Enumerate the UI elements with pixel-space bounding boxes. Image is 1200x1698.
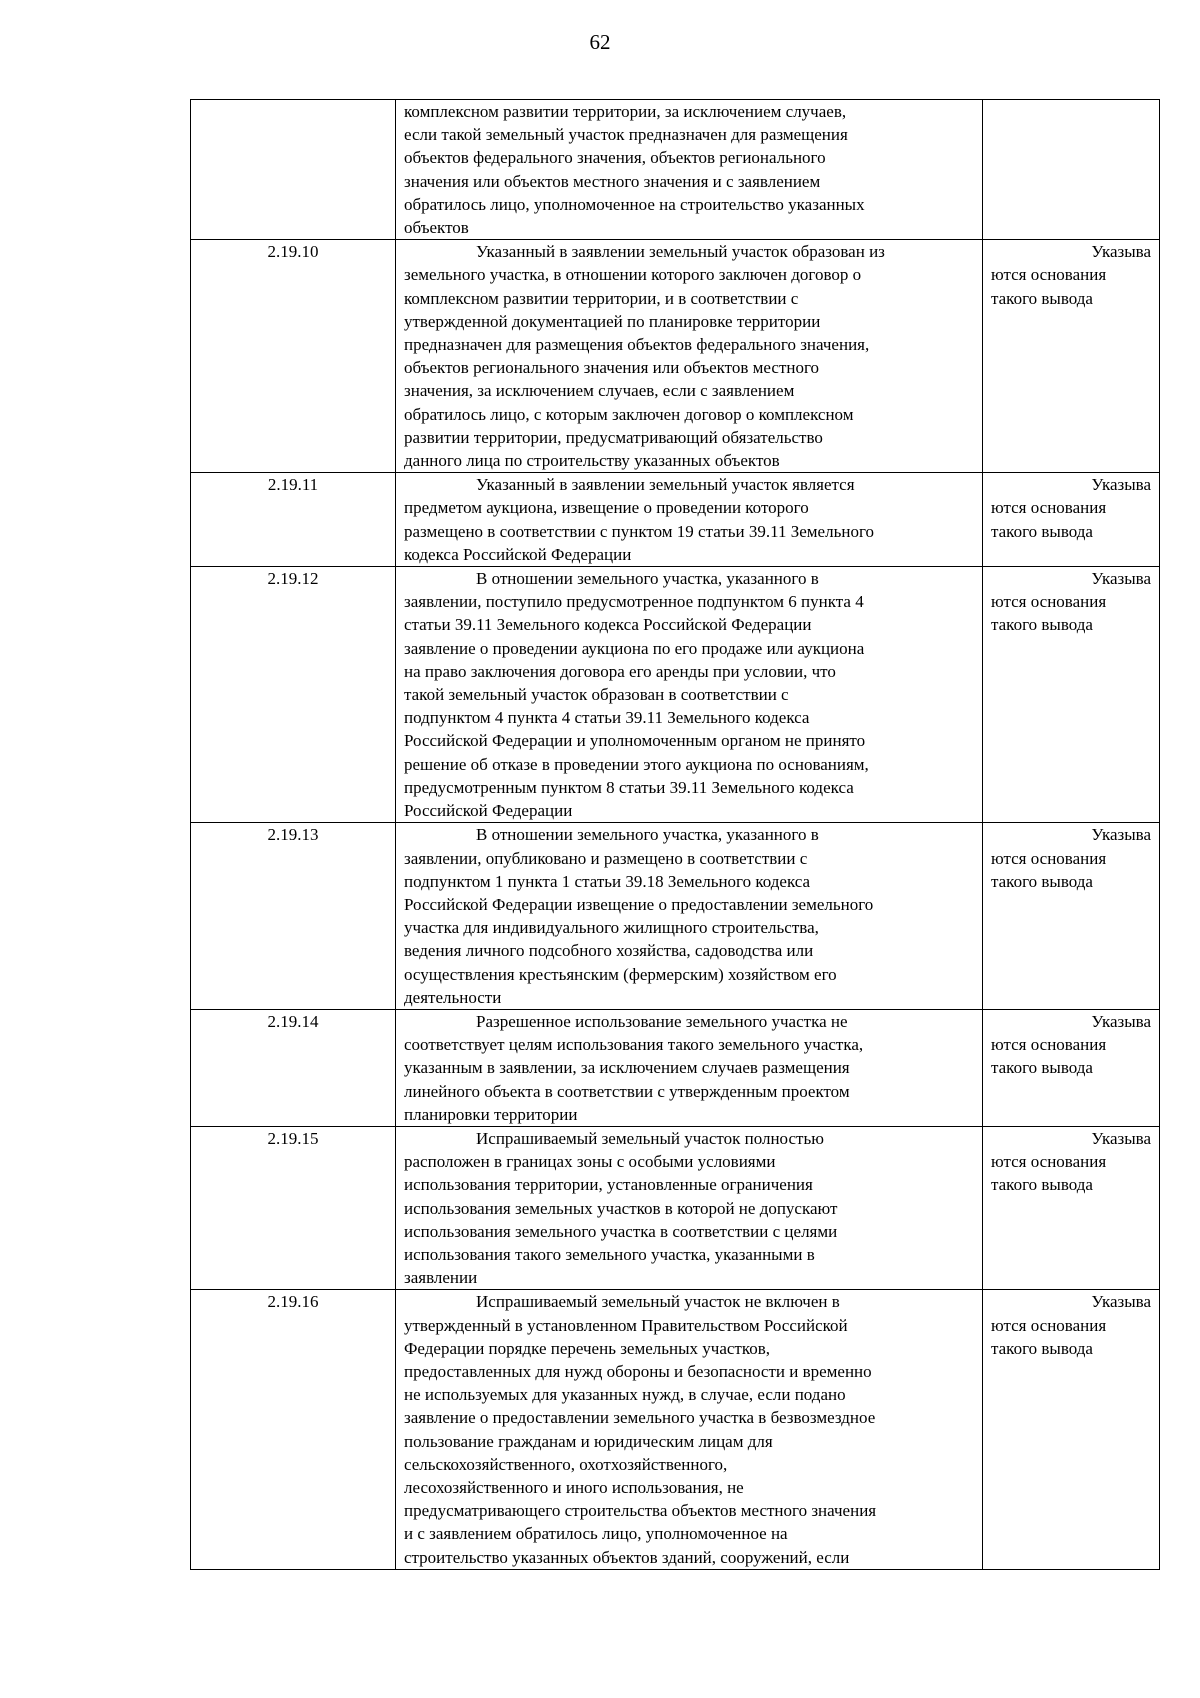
text-line: размещено в соответствии с пунктом 19 статьи 39.11 Земельного: [404, 521, 874, 541]
text-line: не используемых для указанных нужд, в случае, если подано: [404, 1385, 846, 1405]
item-number: 2.19.11: [191, 473, 396, 567]
text-line: предоставленных для нужд обороны и безопасности и временно: [404, 1361, 872, 1381]
text-line: статьи 39.11 Земельного кодекса Российской Федерации: [404, 615, 812, 635]
text-line: указанным в заявлении, за исключением случаев размещения: [404, 1058, 850, 1078]
text-line: утвержденный в установленном Правительством Российской: [404, 1315, 848, 1335]
note-line: такого вывода: [991, 1058, 1093, 1078]
note-line: ются основания: [991, 498, 1107, 518]
text-line: В отношении земельного участка, указанного в: [476, 825, 819, 845]
ground-description: [396, 823, 983, 1010]
table-body: [191, 100, 1160, 1570]
grounds-table: [190, 99, 1160, 1570]
text-line: Федерации порядке перечень земельных участков,: [404, 1338, 771, 1358]
text-line: сельскохозяйственного, охотхозяйственного,: [404, 1454, 728, 1474]
text-line: обратилось лицо, уполномоченное на строительство указанных: [404, 194, 865, 214]
text-line: Российской Федерации: [404, 801, 573, 821]
text-line: значения или объектов местного значения и с заявлением: [404, 171, 821, 191]
note-line: ются основания: [991, 848, 1107, 868]
text-line: заявлении, поступило предусмотренное подпунктом 6 пункта 4: [404, 592, 864, 612]
table-row: [191, 473, 1160, 567]
text-line: заявлении: [404, 1268, 478, 1288]
text-line: решение об отказе в проведении этого аукциона по основаниям,: [404, 754, 869, 774]
text-line: предназначен для размещения объектов федерального значения,: [404, 335, 870, 355]
note-line: Указыва: [1091, 1128, 1151, 1148]
note-cell: [983, 100, 1160, 240]
note-line: ются основания: [991, 592, 1107, 612]
text-line: использования территории, установленные ограничения: [404, 1175, 813, 1195]
text-line: предметом аукциона, извещение о проведении которого: [404, 498, 809, 518]
text-line: заявление о проведении аукциона по его продаже или аукциона: [404, 638, 865, 658]
ground-description: [396, 240, 983, 473]
note-line: Указыва: [1091, 475, 1151, 495]
continuation-text-cell: [396, 100, 983, 240]
text-line: Испрашиваемый земельный участок полностью: [476, 1128, 824, 1148]
text-line: комплексном развитии территории, за исключением случаев,: [404, 102, 847, 121]
note-line: ются основания: [991, 1152, 1107, 1172]
item-number: 2.19.14: [191, 1009, 396, 1126]
text-line: кодекса Российской Федерации: [404, 544, 632, 564]
note-cell: [983, 567, 1160, 823]
note-line: такого вывода: [991, 288, 1093, 308]
note-line: Указыва: [1091, 1011, 1151, 1031]
text-line: использования такого земельного участка, указанными в: [404, 1244, 815, 1264]
text-line: Испрашиваемый земельный участок не включен в: [476, 1292, 840, 1312]
text-line: подпунктом 1 пункта 1 статьи 39.18 Земельного кодекса: [404, 871, 811, 891]
text-line: Российской Федерации и уполномоченным органом не принято: [404, 731, 866, 751]
note-line: такого вывода: [991, 615, 1093, 635]
text-line: комплексном развитии территории, и в соответствии с: [404, 288, 799, 308]
text-line: использования земельных участков в которой не допускают: [404, 1198, 838, 1218]
page-number: 62: [589, 30, 611, 54]
ground-description: [396, 567, 983, 823]
ground-description: [396, 473, 983, 567]
text-line: планировки территории: [404, 1104, 578, 1124]
text-line: предусмотренным пунктом 8 статьи 39.11 Земельного кодекса: [404, 777, 854, 797]
note-line: такого вывода: [991, 521, 1093, 541]
note-line: такого вывода: [991, 1175, 1093, 1195]
text-line: утвержденной документацией по планировке территории: [404, 311, 821, 331]
text-line: строительство указанных объектов зданий, сооружений, если: [404, 1547, 850, 1567]
ground-description: [396, 1009, 983, 1126]
text-line: обратилось лицо, с которым заключен договор о комплексном: [404, 404, 854, 424]
note-line: такого вывода: [991, 871, 1093, 891]
note-line: Указыва: [1091, 569, 1151, 589]
note-line: Указыва: [1091, 825, 1151, 845]
text-line: заявлении, опубликовано и размещено в соответствии с: [404, 848, 808, 868]
item-number: 2.19.15: [191, 1126, 396, 1289]
note-line: ются основания: [991, 1035, 1107, 1055]
text-line: заявление о предоставлении земельного участка в безвозмездное: [404, 1408, 876, 1428]
text-line: объектов регионального значения или объектов местного: [404, 358, 820, 378]
text-line: ведения личного подсобного хозяйства, садоводства или: [404, 941, 814, 961]
note-cell: [983, 240, 1160, 473]
table-row: [191, 567, 1160, 823]
note-line: Указыва: [1091, 242, 1151, 262]
table-row: [191, 240, 1160, 473]
table-row-continuation: [191, 100, 1160, 240]
item-number: 2.19.12: [191, 567, 396, 823]
note-line: ются основания: [991, 265, 1107, 285]
note-cell: [983, 473, 1160, 567]
text-line: Разрешенное использование земельного участка не: [476, 1011, 848, 1031]
text-line: Указанный в заявлении земельный участок образован из: [476, 242, 885, 262]
text-line: предусматривающего строительства объектов местного значения: [404, 1501, 877, 1521]
item-number-cell: [191, 100, 396, 240]
ground-description: [396, 1290, 983, 1569]
table-row: [191, 1290, 1160, 1569]
text-line: и с заявлением обратилось лицо, уполномоченное на: [404, 1524, 788, 1544]
text-line: развитии территории, предусматривающий обязательство: [404, 427, 823, 447]
item-number: 2.19.16: [191, 1290, 396, 1569]
text-line: Российской Федерации извещение о предоставлении земельного: [404, 894, 874, 914]
text-line: земельного участка, в отношении которого заключен договор о: [404, 265, 862, 285]
text-line: пользование гражданам и юридическим лицам для: [404, 1431, 773, 1451]
item-number: 2.19.13: [191, 823, 396, 1010]
note-cell: [983, 823, 1160, 1010]
text-line: линейного объекта в соответствии с утвержденным проектом: [404, 1081, 850, 1101]
text-line: значения, за исключением случаев, если с заявлением: [404, 381, 795, 401]
table-row: [191, 1009, 1160, 1126]
text-line: Указанный в заявлении земельный участок является: [476, 475, 855, 495]
note-line: такого вывода: [991, 1338, 1093, 1358]
text-line: объектов федерального значения, объектов регионального: [404, 148, 826, 168]
text-line: на право заключения договора его аренды при условии, что: [404, 661, 836, 681]
note-line: ются основания: [991, 1315, 1107, 1335]
text-line: данного лица по строительству указанных объектов: [404, 451, 780, 471]
text-line: соответствует целям использования такого земельного участка,: [404, 1035, 864, 1055]
text-line: деятельности: [404, 987, 502, 1007]
text-line: В отношении земельного участка, указанного в: [476, 569, 819, 589]
text-line: участка для индивидуального жилищного строительства,: [404, 918, 819, 938]
ground-description: [396, 1126, 983, 1289]
item-number: 2.19.10: [191, 240, 396, 473]
text-line: лесохозяйственного и иного использования, не: [404, 1477, 744, 1497]
text-line: такой земельный участок образован в соответствии с: [404, 685, 789, 705]
text-line: использования земельного участка в соответствии с целями: [404, 1221, 838, 1241]
text-line: подпунктом 4 пункта 4 статьи 39.11 Земельного кодекса: [404, 708, 810, 728]
text-line: расположен в границах зоны с особыми условиями: [404, 1152, 776, 1172]
note-cell: [983, 1126, 1160, 1289]
note-cell: [983, 1009, 1160, 1126]
text-line: если такой земельный участок предназначен для размещения: [404, 125, 848, 145]
table-row: [191, 1126, 1160, 1289]
text-line: осуществления крестьянским (фермерским) хозяйством его: [404, 964, 837, 984]
text-line: объектов: [404, 218, 469, 238]
table-row: [191, 823, 1160, 1010]
note-line: Указыва: [1091, 1292, 1151, 1312]
note-cell: [983, 1290, 1160, 1569]
